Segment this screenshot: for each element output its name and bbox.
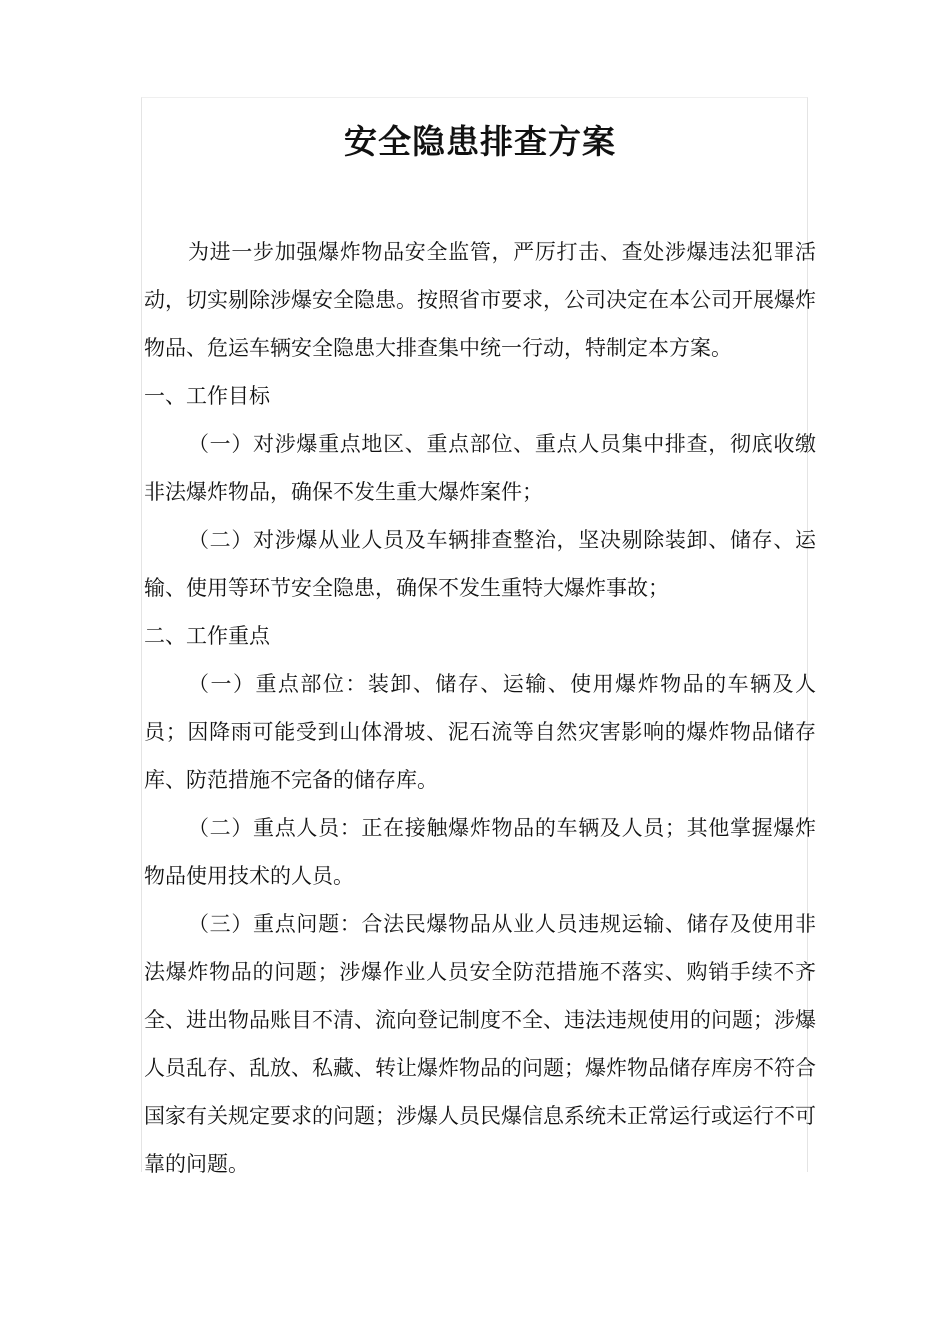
focus-item-personnel: （二）重点人员：正在接触爆炸物品的车辆及人员；其他掌握爆炸物品使用技术的人员。	[144, 816, 816, 888]
document-body	[144, 120, 816, 1188]
focus-item-locations: （一）重点部位：装卸、储存、运输、使用爆炸物品的车辆及人员；因降雨可能受到山体滑坡、泥石流等自然灾害影响的爆炸物品储存库、防范措施不完备的储存库。	[144, 672, 816, 792]
intro-paragraph: 为进一步加强爆炸物品安全监管，严厉打击、查处涉爆违法犯罪活动，切实剔除涉爆安全隐患。按照省市要求，公司决定在本公司开展爆炸物品、危运车辆安全隐患大排查集中统一行动，特制定本方案。	[144, 240, 816, 360]
document-title: 安全隐患排查方案	[344, 122, 616, 161]
section-heading-goals: 一、工作目标	[144, 384, 270, 408]
goal-item-2: （二）对涉爆从业人员及车辆排查整治，坚决剔除装卸、储存、运输、使用等环节安全隐患，确保不发生重特大爆炸事故；	[144, 528, 816, 600]
focus-item-problems: （三）重点问题：合法民爆物品从业人员违规运输、储存及使用非法爆炸物品的问题；涉爆作业人员安全防范措施不落实、购销手续不齐全、进出物品账目不清、流向登记制度不全、违法违规使用的问题；涉爆人员乱存、乱放、私藏、转让爆炸物品的问题；爆炸物品储存库房不符合国家有关规定要求的问题；涉爆人员民爆信息系统未正常运行或运行不可靠的问题。	[144, 912, 816, 1176]
section-heading-focus: 二、工作重点	[144, 624, 270, 648]
goal-item-1: （一）对涉爆重点地区、重点部位、重点人员集中排查，彻底收缴非法爆炸物品，确保不发生重大爆炸案件；	[144, 432, 816, 504]
